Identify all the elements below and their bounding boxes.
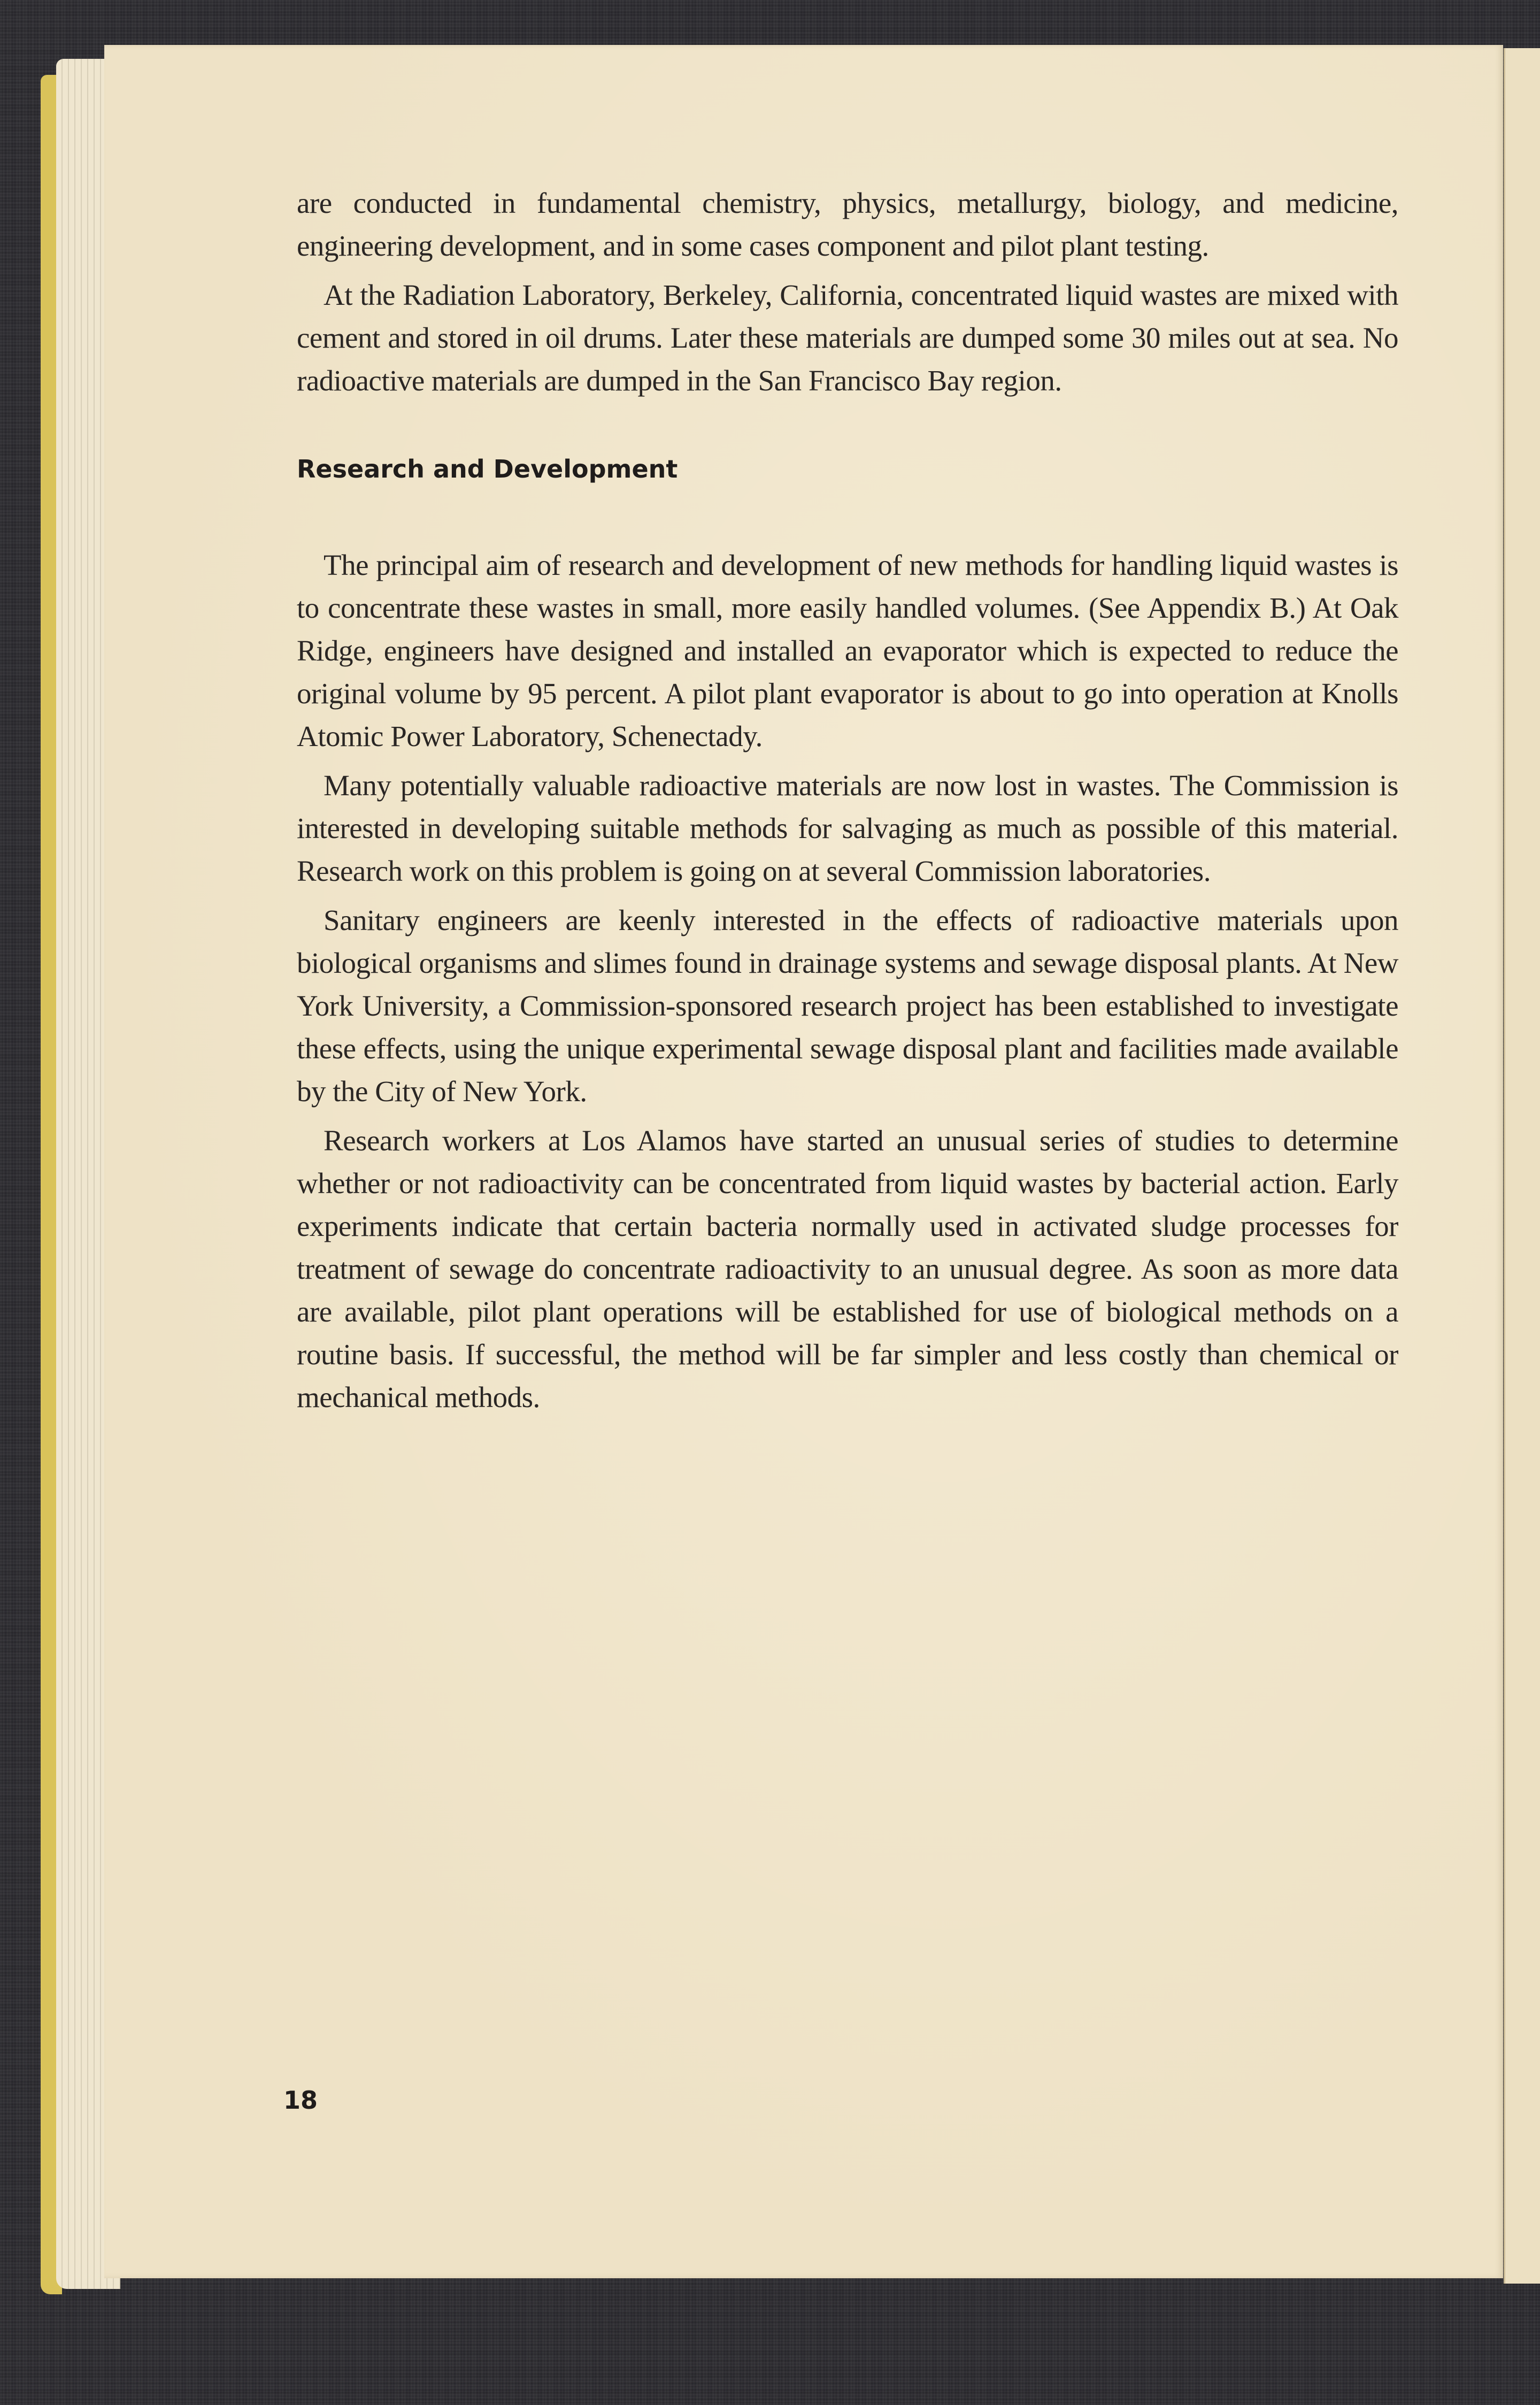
body-paragraph: Sanitary engineers are keenly interested in the effects of radioactive materials upon biological organisms and slimes found in drainage systems and sewage disposal plants. At New York University, a Commission-sponsored research project has been established to investigate these effects, using the unique experimental sewage disposal plant and facilities made available by the City of New York. [297,904,1398,1108]
facing-page-edge [1504,48,1540,2284]
intro-paragraph: At the Radiation Laboratory, Berkeley, California, concentrated liquid wastes are mixed with cement and stored in oil drums. Later these materials are dumped some 30 miles out at sea. No radioactive materials are dumped in the San Francisco Bay region. [297,279,1398,397]
body-paragraph: The principal aim of research and development of new methods for handling liquid wastes is to concentrate these wastes in small, more easily handled volumes. (See Appendix B.) At Oak Ridge, engineers have designed and installed an evaporator which is expected to reduce the original volume by 95 percent. A pilot plant evaporator is about to go into operation at Knolls Atomic Power Laboratory, Schenectady. [297,549,1398,752]
page-number: 18 [283,2086,318,2115]
body-paragraph: Many potentially valuable radioactive materials are now lost in wastes. The Commission is interested in developing suitable methods for salvaging as much as possible of this material. Research work on this problem is going on at several Commission laboratories. [297,769,1398,887]
intro-paragraph-continued: are conducted in fundamental chemistry, physics, metallurgy, biology, and medicine, engineering development, and in some cases component and pilot plant testing. [297,187,1398,262]
page-body [297,182,1398,1419]
section-heading: Research and Development [297,455,678,483]
body-paragraph: Research workers at Los Alamos have started an unusual series of studies to determine whether or not radioactivity can be concentrated from liquid wastes by bacterial action. Early experiments indicate that certain bacteria normally used in activated sludge processes for treatment of sewage do concentrate radioactivity to an unusual degree. As soon as more data are available, pilot plant operations will be established for use of biological methods on a routine basis. If successful, the method will be far simpler and less costly than chemical or mechanical methods. [297,1124,1398,1413]
